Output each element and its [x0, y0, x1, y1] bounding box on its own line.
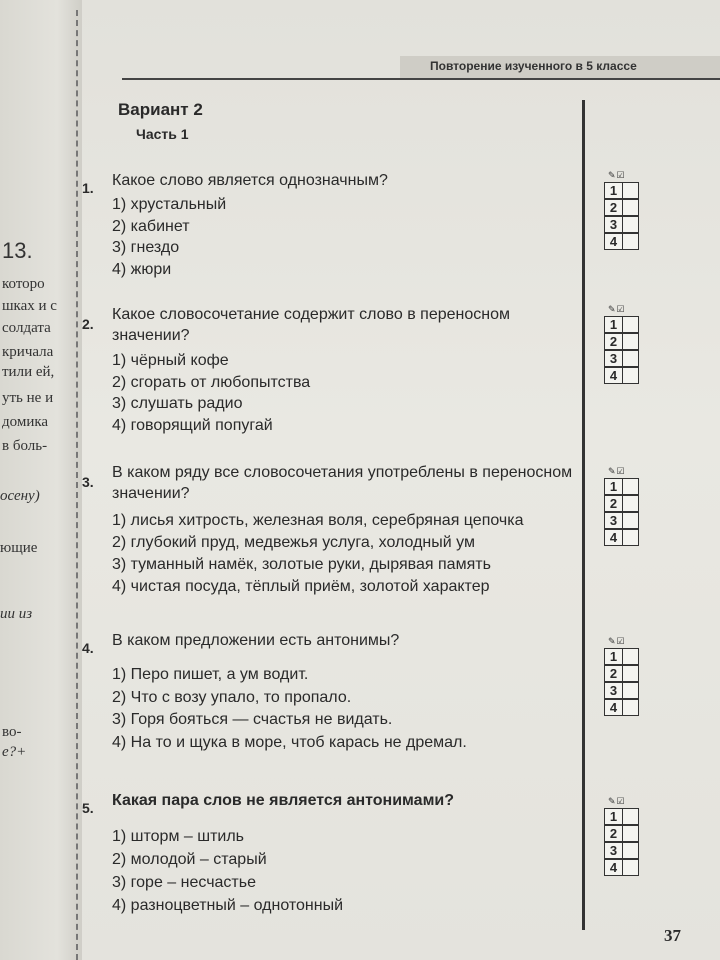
answer-box-row — [604, 478, 644, 495]
left-page-fragment: е?+ — [2, 744, 27, 760]
answer-checkbox[interactable] — [623, 495, 639, 512]
answer-digit: 1 — [604, 316, 623, 333]
answer-box-row — [604, 316, 644, 333]
answer-box-row — [604, 216, 644, 233]
answer-digit: 3 — [604, 682, 623, 699]
header-rule — [122, 78, 720, 80]
left-page-fragment: домика — [2, 414, 49, 430]
answer-option: 3) гнездо — [112, 239, 180, 256]
left-page-fragment: ии из — [0, 606, 33, 622]
answer-box-row — [604, 699, 644, 716]
answer-digit: 2 — [604, 333, 623, 350]
answer-box-row — [604, 808, 644, 825]
answer-checkbox[interactable] — [623, 199, 639, 216]
answer-digit: 1 — [604, 478, 623, 495]
answer-box-row — [604, 233, 644, 250]
question-number: 2. — [82, 316, 94, 332]
question-number: 3. — [82, 474, 94, 490]
answer-checkbox[interactable] — [623, 216, 639, 233]
answer-digit: 3 — [604, 842, 623, 859]
answer-checkbox[interactable] — [623, 512, 639, 529]
answer-box-row — [604, 199, 644, 216]
answer-checkbox[interactable] — [623, 316, 639, 333]
answer-option: 1) чёрный кофе — [112, 352, 229, 369]
answer-checkbox[interactable] — [623, 682, 639, 699]
answer-option: 2) Что с возу упало, то пропало. — [112, 688, 352, 706]
answer-option: 1) шторм – штиль — [112, 828, 245, 845]
answer-digit: 4 — [604, 699, 623, 716]
left-page-fragment: тили ей, — [2, 364, 55, 380]
left-page-fragment: во- — [2, 724, 22, 740]
answer-checkbox[interactable] — [623, 808, 639, 825]
answer-checkbox[interactable] — [623, 367, 639, 384]
answer-digit: 2 — [604, 199, 623, 216]
question-number: 5. — [82, 800, 94, 816]
answer-box-row — [604, 333, 644, 350]
answer-checkbox[interactable] — [623, 182, 639, 199]
left-page-fragment: солдата — [2, 320, 51, 336]
answer-digit: 4 — [604, 233, 623, 250]
answer-checkbox[interactable] — [623, 529, 639, 546]
answer-box-row — [604, 648, 644, 665]
answer-option: 2) молодой – старый — [112, 851, 267, 868]
answer-digit: 4 — [604, 859, 623, 876]
answer-box-row — [604, 182, 644, 199]
part-title: Часть 1 — [136, 126, 189, 142]
running-header: Повторение изученного в 5 классе — [430, 59, 637, 73]
page-number: 37 — [664, 926, 681, 945]
left-page — [0, 0, 82, 960]
answer-digit: 2 — [604, 495, 623, 512]
answer-box — [604, 794, 644, 876]
answer-option: 1) хрустальный — [112, 196, 227, 213]
answer-box-row — [604, 842, 644, 859]
answer-box — [604, 464, 644, 546]
answer-box-row — [604, 367, 644, 384]
answer-column-rule — [582, 100, 585, 930]
answer-digit: 3 — [604, 216, 623, 233]
cut-line — [76, 10, 78, 960]
answer-box — [604, 168, 644, 250]
pencil-check-icon: ✎☑ — [608, 170, 626, 180]
left-page-fragment: 13. — [2, 238, 33, 263]
left-page-fragment: которо — [2, 276, 45, 292]
answer-option: 1) лисья хитрость, железная воля, серебряная цепочка — [112, 512, 524, 529]
answer-box-row — [604, 495, 644, 512]
answer-digit: 1 — [604, 648, 623, 665]
answer-checkbox[interactable] — [623, 842, 639, 859]
answer-digit: 4 — [604, 367, 623, 384]
question-text: В каком предложении есть антонимы? — [112, 632, 400, 649]
answer-checkbox[interactable] — [623, 825, 639, 842]
answer-box-row — [604, 859, 644, 876]
left-page-fragment: осену) — [0, 488, 40, 504]
answer-digit: 2 — [604, 825, 623, 842]
answer-box — [604, 634, 644, 716]
question-text: В каком ряду все словосочетания употреблены в переносном значении? — [112, 464, 573, 502]
answer-checkbox[interactable] — [623, 350, 639, 367]
answer-checkbox[interactable] — [623, 699, 639, 716]
answer-checkbox[interactable] — [623, 333, 639, 350]
answer-digit: 3 — [604, 350, 623, 367]
answer-box-row — [604, 825, 644, 842]
left-page-fragment: уть не и — [2, 390, 54, 406]
answer-option: 4) разноцветный – однотонный — [112, 897, 344, 914]
left-page-fragment: кричала — [2, 344, 54, 360]
pencil-check-icon: ✎☑ — [608, 636, 626, 646]
answer-checkbox[interactable] — [623, 665, 639, 682]
answer-box-row — [604, 512, 644, 529]
variant-title: Вариант 2 — [118, 100, 203, 119]
answer-digit: 2 — [604, 665, 623, 682]
answer-checkbox[interactable] — [623, 859, 639, 876]
pencil-check-icon: ✎☑ — [608, 466, 626, 476]
answer-box — [604, 302, 644, 384]
answer-option: 2) глубокий пруд, медвежья услуга, холодный ум — [112, 534, 475, 551]
answer-option: 2) сгорать от любопытства — [112, 373, 311, 391]
question-text: Какая пара слов не является антонимами? — [112, 792, 455, 809]
answer-option: 4) говорящий попугай — [112, 416, 273, 434]
answer-box-row — [604, 682, 644, 699]
answer-checkbox[interactable] — [623, 233, 639, 250]
answer-option: 3) туманный намёк, золотые руки, дырявая память — [112, 556, 491, 573]
pencil-check-icon: ✎☑ — [608, 796, 626, 806]
answer-digit: 1 — [604, 182, 623, 199]
question-text: Какое слово является однозначным? — [112, 172, 388, 189]
answer-digit: 3 — [604, 512, 623, 529]
question-number: 4. — [82, 640, 94, 656]
answer-option: 1) Перо пишет, а ум водит. — [112, 666, 309, 683]
answer-option: 4) чистая посуда, тёплый приём, золотой характер — [112, 578, 490, 595]
answer-option: 4) жюри — [112, 260, 172, 278]
answer-checkbox[interactable] — [623, 478, 639, 495]
answer-option: 2) кабинет — [112, 217, 190, 235]
question-text: Какое словосочетание содержит слово в переносном значении? — [112, 306, 510, 344]
pencil-check-icon: ✎☑ — [608, 304, 626, 314]
answer-option: 4) На то и щука в море, чтоб карась не дремал. — [112, 733, 467, 751]
worksheet-page — [82, 0, 720, 960]
answer-option: 3) горе – несчастье — [112, 874, 256, 891]
answer-option: 3) слушать радио — [112, 395, 243, 412]
question-number: 1. — [82, 180, 94, 196]
left-page-fragment: шках и с — [2, 298, 57, 314]
answer-box-row — [604, 350, 644, 367]
left-page-fragment: ющие — [0, 540, 38, 556]
left-page-fragment: в боль- — [2, 438, 48, 454]
answer-digit: 4 — [604, 529, 623, 546]
answer-option: 3) Горя бояться — счастья не видать. — [112, 711, 393, 728]
answer-digit: 1 — [604, 808, 623, 825]
answer-box-row — [604, 529, 644, 546]
answer-checkbox[interactable] — [623, 648, 639, 665]
answer-box-row — [604, 665, 644, 682]
